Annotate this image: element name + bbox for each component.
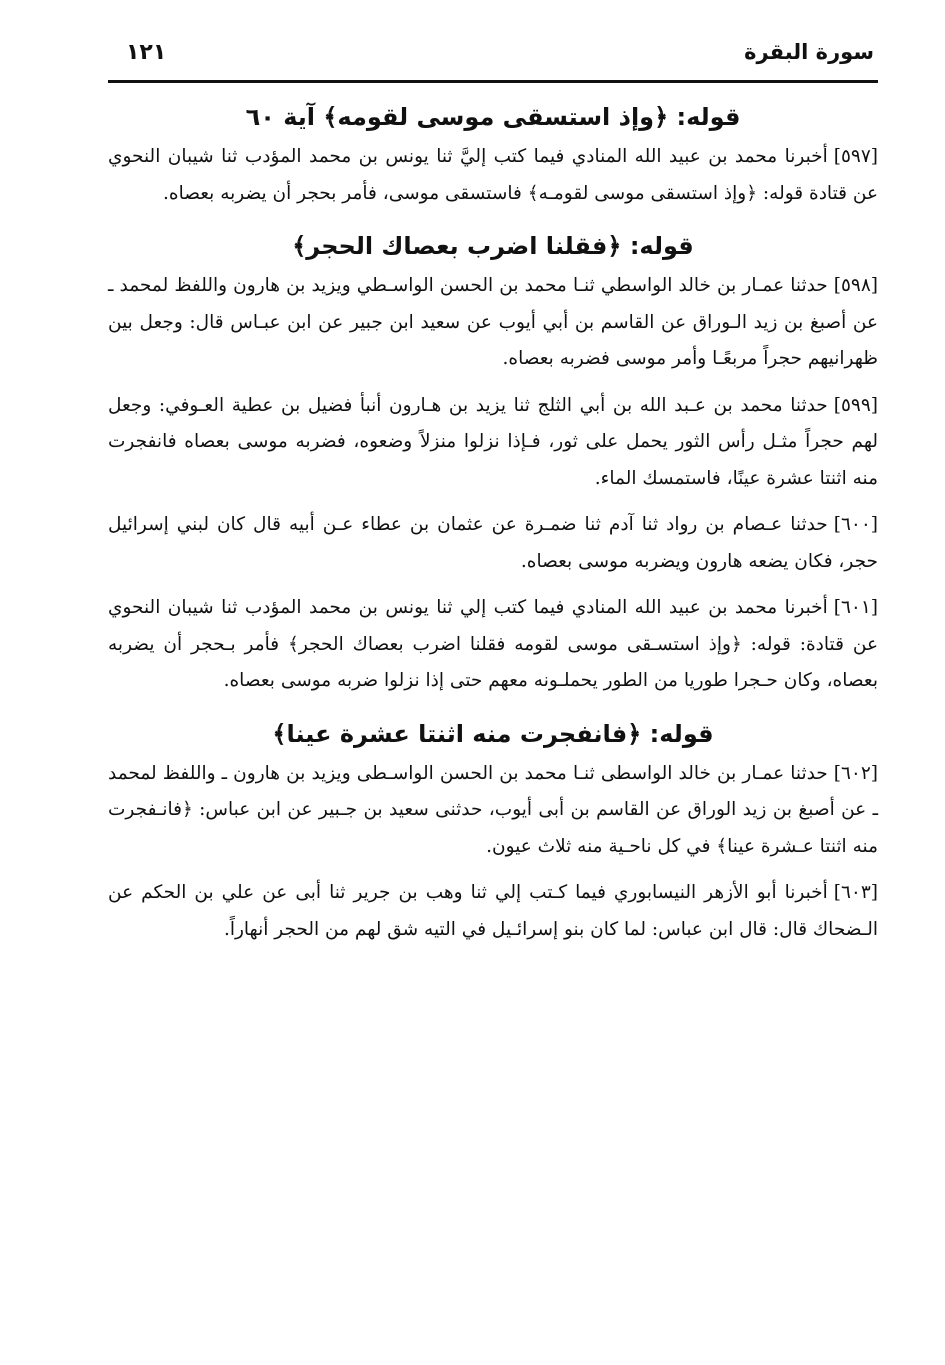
- narration-number: [٦٠٢]: [833, 762, 878, 784]
- narration-text: أخبرنا محمد بن عبيد الله المنادي فيما كتب إلي ثنا يونس بن محمد المؤدب ثنا شيبان النحوي عن قتادة: قوله: ﴿وإذ استسـقى موسى لقومه فقلنا اضرب بعصاك الحجر﴾ فأمر بـحجر أن يضربه بعصاه، وكان حـجرا طوريا من الطور يحملـونه معهم حتى إذا نزلوا ضربه موسى بعصاه.: [108, 597, 878, 691]
- narration-text: حدثنا عمـار بن خالد الواسطي ثنـا محمد بن الحسن الواسـطي ويزيد بن هارون واللفظ لمحمد ـ عن أصبغ بن زيد الـوراق عن القاسم بن أبي أيوب عن سعيد ابن جبير عن ابن عبـاس قال: وجعل بين ظهرانيهم حجراً مربعًـا وأمر موسى فضربه بعصاه.: [108, 275, 878, 369]
- surah-name: سورة البقرة: [744, 40, 874, 64]
- running-header: [108, 30, 878, 83]
- section-heading: قوله: ﴿فقلنا اضرب بعصاك الحجر﴾: [292, 232, 694, 260]
- narration-entry: [108, 875, 878, 948]
- narration-text: حدثنا عـصام بن رواد ثنا آدم ثنا ضمـرة عن عثمان بن عطاء عـن أبيه قال كان لبني إسرائيل حجر، فكان يضعه هارون ويضربه موسى بعصاه.: [108, 514, 878, 572]
- narration-number: [٥٩٩]: [833, 394, 878, 416]
- narration-entry: [108, 388, 878, 498]
- narration-text: أخبرنا أبو الأزهر النيسابوري فيما كـتب إلي ثنا وهب بن جرير ثنا أبى عن علي بن الحكم عن الـضحاك قال: قال ابن عباس: لما كان بنو إسرائـيل في التيه شق لهم من الحجر أنهاراً.: [108, 882, 878, 940]
- page-number: ١٢١: [126, 40, 167, 65]
- narration-entry: [108, 139, 878, 212]
- narration-text: أخبرنا محمد بن عبيد الله المنادي فيما كتب إليَّ ثنا يونس بن محمد المؤدب ثنا شيبان النحوي عن قتادة قوله: ﴿وإذ استسقى موسى لقومـه﴾ فاستسقى موسى، فأمر بحجر أن يضربه بعصاه.: [108, 146, 878, 204]
- narration-entry: [108, 590, 878, 700]
- narration-number: [٦٠٠]: [833, 514, 878, 535]
- narration-text: حدثنا محمد بن عـبد الله بن أبي الثلج ثنا يزيد بن هـارون أنبأ فضيل بن عطية العـوفي: وجعل لهم حجراً مثـل رأس الثور يحمل على ثور، فـإذا نزلوا منزلاً وضعوه، فضربه موسى بعصاه فانفجرت منه اثنتا عشرة عينًا، فاستمسك الماء.: [108, 394, 878, 489]
- narration-number: [٥٩٨]: [833, 275, 878, 296]
- page: [108, 30, 878, 958]
- section-verse-60: [108, 97, 878, 212]
- narration-entry: [108, 507, 878, 580]
- section-twelve-springs: [108, 714, 878, 949]
- section-strike-the-stone: [108, 226, 878, 700]
- section-heading: قوله: ﴿وإذ استسقى موسى لقومه﴾ آية ٦٠: [245, 103, 741, 131]
- narration-text: حدثنا عمـار بن خالد الواسطى ثنـا محمد بن الحسن الواسـطى ويزيد بن هارون ـ واللفظ لمحمد ـ عن أصبغ بن زيد الوراق عن القاسم بن أبى أيوب، حدثنى سعيد بن جـبير عن ابن عباس: ﴿فانـفجرت منه اثنتا عـشرة عينا﴾ في كل ناحـية منه ثلاث عيون.: [108, 762, 878, 857]
- section-heading: قوله: ﴿فانفجرت منه اثنتا عشرة عينا﴾: [272, 719, 714, 748]
- narration-number: [٥٩٧]: [833, 146, 878, 167]
- narration-number: [٦٠١]: [833, 597, 878, 618]
- narration-entry: [108, 756, 878, 866]
- narration-number: [٦٠٣]: [833, 882, 878, 903]
- narration-entry: [108, 268, 878, 378]
